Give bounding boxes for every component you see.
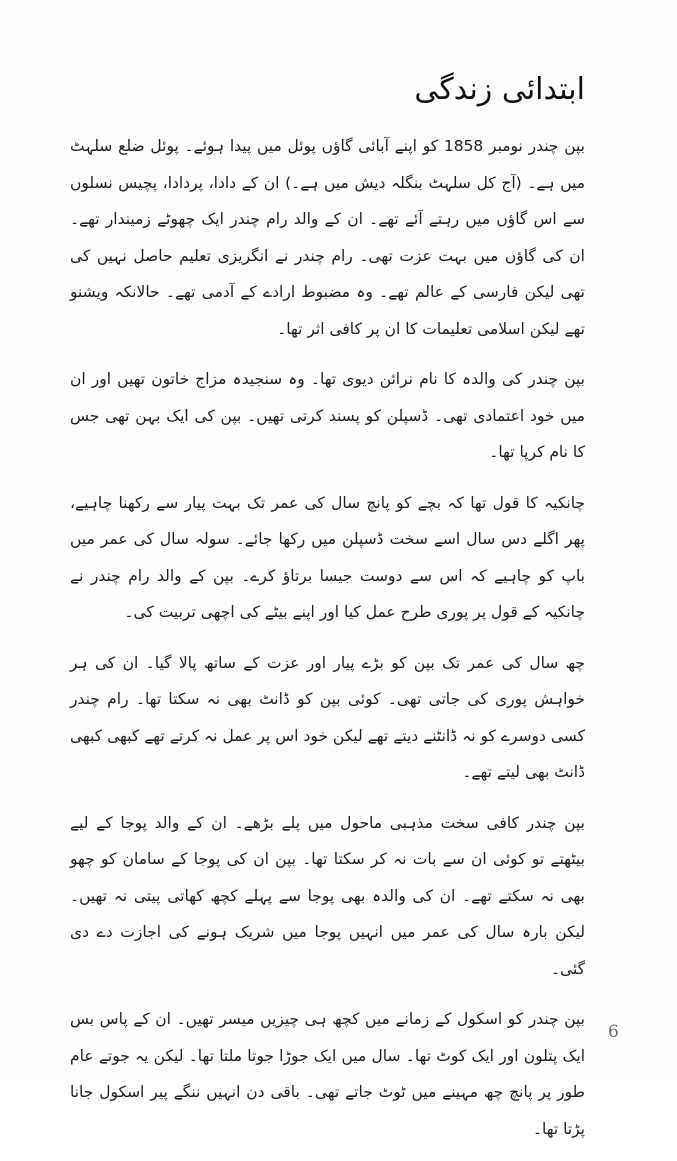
paragraph: بپن چندر کو اسکول کے زمانے میں کچھ ہی چیزیں میسر تھیں۔ ان کے پاس بس ایک پتلون اور ایک کوٹ تھا۔ سال میں ایک جوڑا جوتا ملتا تھا۔ لیکن یہ جوتے عام طور پر پانچ چھ مہینے میں ٹوٹ جاتے تھی۔ باقی دن انہیں ننگے پیر اسکول جانا پڑتا تھا۔ [70,1010,585,1138]
chapter-title: ابتدائی زندگی [414,72,585,107]
paragraph: بپن چندر کافی سخت مذہبی ماحول میں پلے بڑھے۔ ان کے والد پوجا کے لیے بیٹھتے تو کوئی ان سے بات نہ کر سکتا تھا۔ بپن ان کی پوجا کے سامان کو چھو بھی نہ سکتے تھے۔ ان کی والدہ بھی پوجا سے پہلے کچھ کھاتی پیتی نہ تھیں۔ لیکن بارہ سال کی عمر میں انہیں پوجا میں شریک ہونے کی اجازت دے دی گئی۔ [70,813,585,978]
page-number: 6 [608,1022,619,1042]
paragraph: بپن چندر نومبر 1858 کو اپنے آبائی گاؤں پوئل میں پیدا ہوئے۔ پوئل ضلع سلہٹ میں ہے۔ (آج کل سلہٹ بنگلہ دیش میں ہے۔) ان کے دادا، پردادا، پچیس نسلوں سے اس گاؤں میں رہتے آئے تھے۔ ان کے والد رام چندر ایک چھوٹے زمیندار تھے۔ ان کی گاؤں میں بہت عزت تھی۔ رام چندر نے انگریزی تعلیم حاصل نہیں کی تھی لیکن فارسی کے عالم تھے۔ وہ مضبوط ارادے کے آدمی تھے۔ حالانکہ ویشنو تھے لیکن اسلامی تعلیمات کا ان پر کافی اثر تھا۔ [70,137,585,338]
paragraph: چانکیہ کا قول تھا کہ بچے کو پانچ سال کی عمر تک بہت پیار سے رکھنا چاہیے، پھر اگلے دس سال اسے سخت ڈسپلن میں رکھا جائے۔ سولہ سال کی عمر میں باپ کو چاہیے کہ اس سے دوست جیسا برتاؤ کرے۔ بپن کے والد رام چندر نے چانکیہ کے قول پر پوری طرح عمل کیا اور اپنے بیٹے کی اچھی تربیت کی۔ [70,493,585,621]
paragraph: بپن چندر کی والدہ کا نام نرائن دیوی تھا۔ وہ سنجیدہ مزاج خاتون تھیں اور ان میں خود اعتمادی تھی۔ ڈسپلن کو پسند کرتی تھیں۔ بپن کی ایک بہن تھی جس کا نام کرپا تھا۔ [70,370,585,461]
chapter-body [70,128,585,1161]
paragraph: چھ سال کی عمر تک بپن کو بڑے پیار اور عزت کے ساتھ پالا گیا۔ ان کی ہر خواہش پوری کی جاتی تھی۔ کوئی بپن کو ڈانٹ بھی نہ سکتا تھا۔ رام چندر کسی دوسرے کو نہ ڈانٹنے دیتے تھے لیکن خود اس پر عمل نہ کرتے تھے کبھی کبھی ڈانٹ بھی لیتے تھے۔ [70,653,585,781]
